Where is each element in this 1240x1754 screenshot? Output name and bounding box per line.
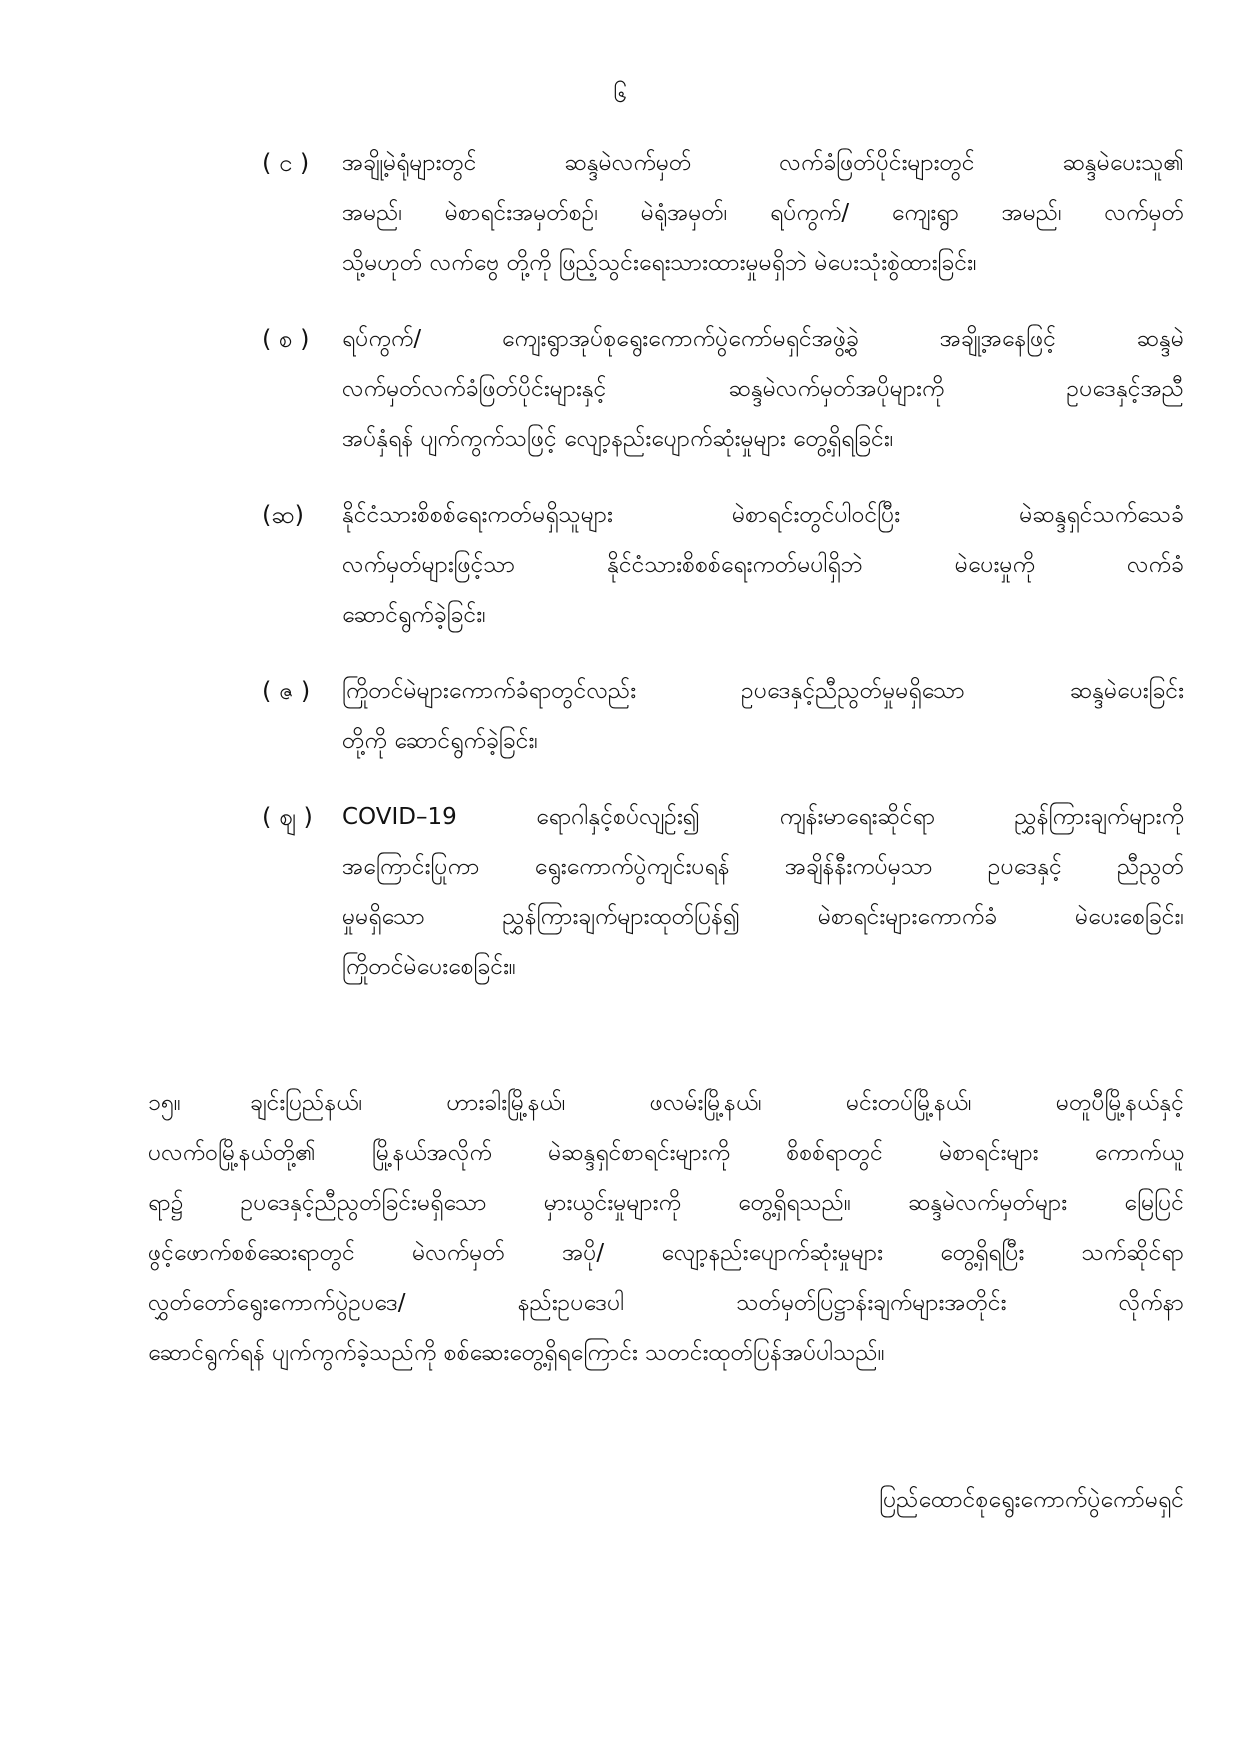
list-item [262,138,1184,288]
item-label: ( ဇ ) [262,677,311,705]
item-text [342,792,1184,992]
list-item [262,490,1184,640]
text-line: ရာ၌ ဥပဒေနှင့်ညီညွတ်ခြင်းမရှိသော မှားယွင်းမှုများကို တွေ့ရှိရသည်။ ဆန္ဒမဲလက်မှတ်များ မြေပြင် [148,1190,1184,1216]
item-label: (ဆ) [262,501,304,529]
item-text [342,490,1184,640]
text-line: သို့မဟုတ် လက်ဗွေ တို့ကို ဖြည့်သွင်းရေးသားထားမှုမရှိဘဲ မဲပေးသုံးစွဲထားခြင်း၊ [342,250,977,276]
findings-paragraph [148,1078,1184,1378]
text-line: ဆောင်ရွက်ရန် ပျက်ကွက်ခဲ့သည်ကို စစ်ဆေးတွေ့ရှိရကြောင်း သတင်းထုတ်ပြန်အပ်ပါသည်။ [148,1340,885,1366]
paragraph-number: ၁၅။ [148,1090,181,1116]
text-line: မှုမရှိသော ညွှန်ကြားချက်များထုတ်ပြန်၍ မဲစာရင်းများကောက်ခံ မဲပေးစေခြင်း၊ [342,904,1184,930]
text-line: အမည်၊ မဲစာရင်းအမှတ်စဉ်၊ မဲရုံအမှတ်၊ ရပ်ကွက်/ ကျေးရွာ အမည်၊ လက်မှတ် [342,200,1184,226]
text-line: COVID–19 ရောဂါနှင့်စပ်လျဉ်း၍ ကျန်းမာရေးဆိုင်ရာ ညွှန်ကြားချက်များကို [342,804,1184,830]
item-label: ( စ ) [262,325,310,353]
list-item [262,792,1184,992]
text-line: ဖွင့်ဖောက်စစ်ဆေးရာတွင် မဲလက်မှတ် အပို/ လျော့နည်းပျောက်ဆုံးမှုများ တွေ့ရှိရပြီး သက်ဆိုင်ရာ [148,1240,1184,1266]
text-line: ပလက်ဝမြို့နယ်တို့၏ မြို့နယ်အလိုက် မဲဆန္ဒရှင်စာရင်းများကို စိစစ်ရာတွင် မဲစာရင်းများ ကောက်ယူ [148,1140,1184,1166]
item-text [342,666,1184,766]
text-line: နိုင်ငံသားစိစစ်ရေးကတ်မရှိသူများ မဲစာရင်းတွင်ပါဝင်ပြီး မဲဆန္ဒရှင်သက်သေခံ [342,502,1184,528]
text-line: လက်မှတ်များဖြင့်သာ နိုင်ငံသားစိစစ်ရေးကတ်မပါရှိဘဲ မဲပေးမှုကို လက်ခံ [342,552,1184,578]
violation-list [262,138,1184,1018]
text-line: လွှတ်တော်ရွေးကောက်ပွဲဥပဒေ/ နည်းဥပဒေပါ သတ်မှတ်ပြဋ္ဌာန်းချက်များအတိုင်း လိုက်နာ [148,1290,1184,1316]
page-number: ၆ [613,80,627,108]
item-label: ( င ) [262,149,310,177]
list-item [262,666,1184,766]
text-line: လက်မှတ်လက်ခံဖြတ်ပိုင်းများနှင့် ဆန္ဒမဲလက်မှတ်အပိုများကို ဥပဒေနှင့်အညီ [342,376,1184,402]
list-item [262,314,1184,464]
text-line: အပ်နှံရန် ပျက်ကွက်သဖြင့် လျော့နည်းပျောက်ဆုံးမှုများ တွေ့ရှိရခြင်း၊ [342,426,894,452]
text-line: အကြောင်းပြုကာ ရွေးကောက်ပွဲကျင်းပရန် အချိန်နီးကပ်မှသာ ဥပဒေနှင့် ညီညွတ် [342,854,1184,880]
text-line: တို့ကို ဆောင်ရွက်ခဲ့ခြင်း၊ [342,728,538,754]
text-line: ရပ်ကွက်/ ကျေးရွာအုပ်စုရွေးကောက်ပွဲကော်မရှင်အဖွဲ့ခွဲ အချို့အနေဖြင့် ဆန္ဒမဲ [342,326,1184,352]
item-label: ( ဈ ) [262,803,313,831]
text-line: ကြိုတင်မဲများကောက်ခံရာတွင်လည်း ဥပဒေနှင့်ညီညွတ်မှုမရှိသော ဆန္ဒမဲပေးခြင်း [342,678,1184,704]
item-text [342,138,1184,288]
text-line: ဆောင်ရွက်ခဲ့ခြင်း၊ [342,602,486,628]
text-line: ကြိုတင်မဲပေးစေခြင်း။ [342,954,516,980]
signature: ပြည်ထောင်စုရွေးကောက်ပွဲကော်မရှင် [879,1487,1184,1513]
item-text [342,314,1184,464]
text-line [148,1078,1184,1128]
text-line-content: ချင်းပြည်နယ်၊ ဟားခါးမြို့နယ်၊ ဖလမ်းမြို့နယ်၊ မင်းတပ်မြို့နယ်၊ မတူပီမြို့နယ်နှင့် [250,1090,1184,1116]
text-line: အချို့မဲရုံများတွင် ဆန္ဒမဲလက်မှတ် လက်ခံဖြတ်ပိုင်းများတွင် ဆန္ဒမဲပေးသူ၏ [342,150,1184,176]
